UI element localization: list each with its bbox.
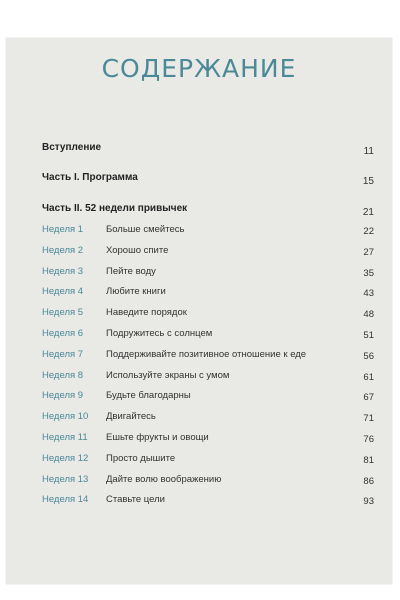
- toc-chapter-title: Любите книги: [106, 286, 166, 298]
- toc-row: [42, 265, 374, 286]
- toc-part-label: Часть I. Программа: [42, 172, 138, 183]
- toc-chapter-title: Подружитесь с солнцем: [106, 327, 213, 339]
- toc-row: [42, 244, 374, 265]
- toc-row: [42, 389, 374, 410]
- toc-row: [42, 306, 374, 327]
- toc-part-label: Часть II. 52 недели привычек: [42, 203, 188, 214]
- toc-page-number: 27: [363, 246, 374, 258]
- toc-page-number: 48: [363, 309, 374, 321]
- toc-week-label: Неделя 14: [42, 494, 89, 506]
- toc-week-label: Неделя 5: [42, 307, 84, 319]
- page-title: СОДЕРЖАНИЕ: [101, 54, 297, 83]
- toc-chapter-title: Ставьте цели: [106, 494, 165, 506]
- toc-page-number: 81: [363, 454, 374, 466]
- toc-page-number: 15: [362, 176, 374, 187]
- toc-chapter-title: Дайте волю воображению: [106, 473, 222, 485]
- toc-week-label: Неделя 7: [42, 348, 84, 360]
- toc-chapter-title: Хорошо спите: [106, 244, 169, 256]
- toc-row: [42, 223, 374, 244]
- toc-chapter-title: Больше смейтесь: [106, 224, 185, 235]
- toc-part-label: Вступление: [42, 142, 102, 153]
- toc-chapter-title: Наведите порядок: [106, 307, 187, 319]
- toc-chapter-title: Просто дышите: [106, 452, 176, 464]
- toc-chapter-title: Двигайтесь: [106, 411, 156, 423]
- toc-page-number: 11: [363, 146, 374, 157]
- toc-page-number: 93: [363, 496, 374, 508]
- toc-week-label: Неделя 13: [42, 473, 89, 485]
- toc-week-label: Неделя 2: [42, 244, 84, 256]
- toc-page-number: 51: [363, 329, 374, 341]
- toc-page-number: 43: [363, 288, 374, 300]
- toc-week-list: [42, 223, 374, 514]
- toc-page-number: 67: [363, 392, 374, 404]
- toc-week-label: Неделя 12: [42, 452, 89, 464]
- toc-page-number: 22: [363, 226, 374, 237]
- toc-week-label: Неделя 4: [42, 286, 84, 298]
- toc-page-number: 71: [363, 413, 374, 425]
- toc-week-label: Неделя 11: [42, 431, 88, 443]
- toc-week-label: Неделя 3: [42, 265, 84, 277]
- toc-row: [42, 327, 374, 348]
- toc-week-label: Неделя 1: [42, 224, 84, 235]
- toc-row: [42, 369, 374, 390]
- toc-row: [42, 452, 374, 473]
- toc-chapter-title: Ешьте фрукты и овощи: [106, 431, 209, 443]
- toc-page-number: 76: [363, 433, 374, 445]
- toc-page-number: 21: [362, 207, 374, 218]
- toc-row: [42, 348, 374, 369]
- toc-page-number: 56: [363, 350, 374, 362]
- toc-part-intro: [42, 142, 374, 162]
- toc-part-1: [42, 172, 374, 192]
- toc-week-label: Неделя 6: [42, 327, 84, 339]
- toc-week-label: Неделя 9: [42, 390, 84, 402]
- toc-row: [42, 285, 374, 306]
- toc-row: [42, 410, 374, 431]
- toc-row: [42, 493, 374, 514]
- toc-page-number: 86: [363, 475, 374, 487]
- toc-page-number: 35: [363, 267, 374, 279]
- toc-chapter-title: Пейте воду: [106, 265, 156, 277]
- book-page: [6, 38, 392, 584]
- toc-row: [42, 473, 374, 494]
- toc-row: [42, 431, 374, 452]
- toc-week-label: Неделя 8: [42, 369, 84, 381]
- toc-chapter-title: Поддерживайте позитивное отношение к еде: [106, 348, 307, 360]
- toc-week-label: Неделя 10: [42, 411, 89, 423]
- toc-page-number: 61: [363, 371, 374, 383]
- toc-part-2: [42, 203, 374, 223]
- toc-chapter-title: Используйте экраны с умом: [106, 369, 230, 381]
- toc-chapter-title: Будьте благодарны: [106, 390, 191, 402]
